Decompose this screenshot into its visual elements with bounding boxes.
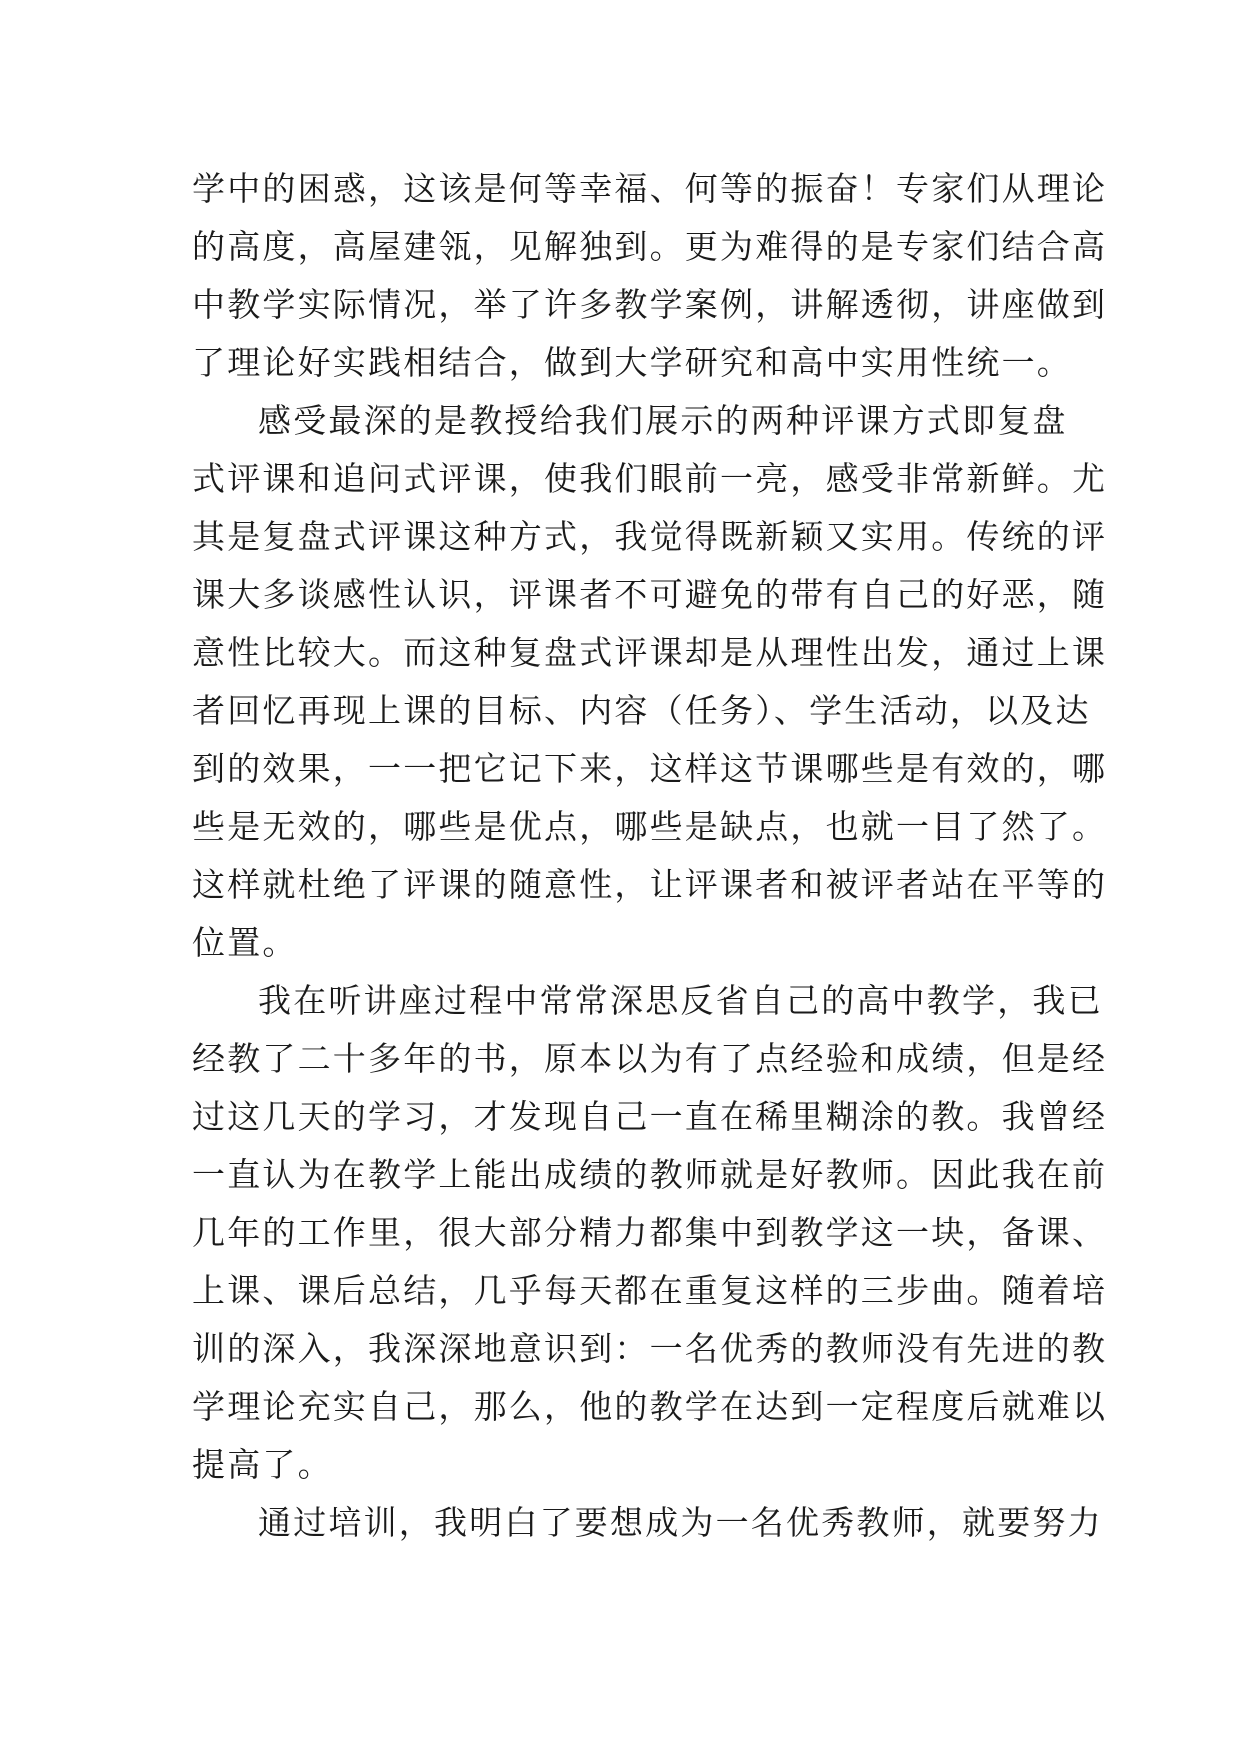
text-line: 到的效果，一一把它记下来，这样这节课哪些是有效的，哪: [192, 749, 1108, 788]
text-line: 学中的困惑，这该是何等幸福、何等的振奋！专家们从理论: [192, 169, 1108, 208]
text-line: 我在听讲座过程中常常深思反省自己的高中教学，我已: [258, 981, 1103, 1020]
text-line: 几年的工作里，很大部分精力都集中到教学这一块，备课、: [192, 1213, 1108, 1252]
paragraph-4: [192, 1494, 1103, 1552]
text-line: 感受最深的是教授给我们展示的两种评课方式即复盘: [258, 401, 1068, 440]
text-line: 经教了二十多年的书，原本以为有了点经验和成绩，但是经: [192, 1039, 1108, 1078]
paragraph-2: [192, 392, 1108, 972]
text-line: 意性比较大。而这种复盘式评课却是从理性出发，通过上课: [192, 633, 1108, 672]
text-line: 课大多谈感性认识，评课者不可避免的带有自己的好恶，随: [192, 575, 1108, 614]
text-line: 些是无效的，哪些是优点，哪些是缺点，也就一目了然了。: [192, 807, 1108, 846]
text-line: 这样就杜绝了评课的随意性，让评课者和被评者站在平等的: [192, 865, 1108, 904]
text-line: 者回忆再现上课的目标、内容（任务）、学生活动，以及达: [192, 691, 1091, 730]
text-line: 学理论充实自己，那么，他的教学在达到一定程度后就难以: [192, 1387, 1108, 1426]
paragraph-3: [192, 972, 1108, 1494]
text-line: 位置。: [192, 923, 298, 962]
text-line: 训的深入，我深深地意识到：一名优秀的教师没有先进的教: [192, 1329, 1108, 1368]
text-line: 提高了。: [192, 1445, 333, 1484]
paragraph-1: [192, 160, 1108, 392]
text-line: 了理论好实践相结合，做到大学研究和高中实用性统一。: [192, 343, 1072, 382]
text-line: 上课、课后总结，几乎每天都在重复这样的三步曲。随着培: [192, 1271, 1108, 1310]
text-line: 的高度，高屋建瓴，见解独到。更为难得的是专家们结合高: [192, 227, 1108, 266]
text-line: 通过培训，我明白了要想成为一名优秀教师，就要努力: [258, 1503, 1103, 1542]
text-line: 式评课和追问式评课，使我们眼前一亮，感受非常新鲜。尤: [192, 459, 1108, 498]
text-line: 其是复盘式评课这种方式，我觉得既新颖又实用。传统的评: [192, 517, 1108, 556]
text-line: 一直认为在教学上能出成绩的教师就是好教师。因此我在前: [192, 1155, 1108, 1194]
text-line: 中教学实际情况，举了许多教学案例，讲解透彻，讲座做到: [192, 285, 1108, 324]
text-line: 过这几天的学习，才发现自己一直在稀里糊涂的教。我曾经: [192, 1097, 1108, 1136]
document-page: [192, 160, 1108, 1552]
